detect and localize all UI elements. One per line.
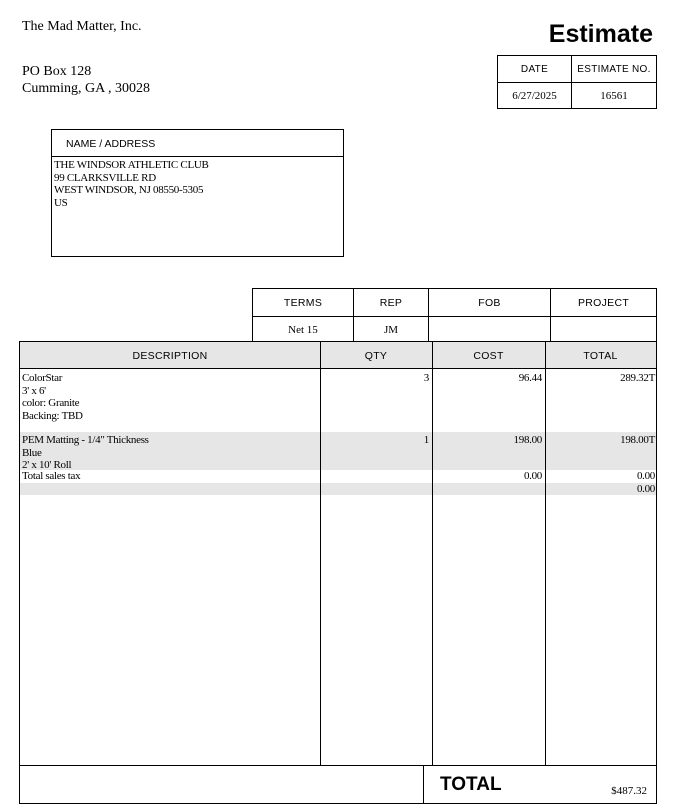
company-address <box>22 63 150 97</box>
cost-header: COST <box>473 350 504 362</box>
item-total: 0.00 <box>636 483 655 495</box>
name-address-header: NAME / ADDRESS <box>52 130 343 157</box>
description-line: Total sales tax <box>22 470 81 482</box>
description-header: DESCRIPTION <box>132 350 208 362</box>
rep-header: REP <box>354 289 429 317</box>
customer-address-line: 99 CLARKSVILLE RD <box>54 171 156 184</box>
fob-header: FOB <box>429 289 551 317</box>
footer-divider <box>423 766 424 803</box>
terms-header: TERMS <box>253 289 354 317</box>
line-items-table <box>19 341 657 766</box>
customer-address-line: WEST WINDSOR, NJ 08550-5305 <box>54 184 204 196</box>
line-items-header <box>20 342 656 369</box>
total-footer <box>19 765 657 804</box>
item-qty: 3 <box>423 372 429 384</box>
item-total: 198.00T <box>620 434 655 446</box>
description-line: PEM Matting - 1/4" Thickness <box>22 434 149 446</box>
project-value <box>551 317 657 343</box>
project-header: PROJECT <box>551 289 657 317</box>
total-amount: $487.32 <box>611 785 647 797</box>
item-cost: 198.00 <box>513 434 542 446</box>
date-label: DATE <box>498 56 572 83</box>
customer-address <box>52 157 343 209</box>
terms-value: Net 15 <box>253 317 354 343</box>
estimate-number-label: ESTIMATE NO. <box>572 56 657 83</box>
item-cost: 96.44 <box>518 372 542 384</box>
description-line: Backing: TBD <box>22 409 83 422</box>
company-name: The Mad Matter, Inc. <box>22 19 142 34</box>
description-line: 3' x 6' <box>22 384 46 397</box>
item-cost: 0.00 <box>523 470 542 482</box>
description-line: ColorStar <box>22 372 63 384</box>
table-row <box>20 483 656 495</box>
table-row <box>20 432 656 470</box>
terms-table <box>252 288 657 343</box>
qty-header: QTY <box>364 350 388 362</box>
table-row <box>20 370 656 432</box>
description-line: 2' x 10' Roll <box>22 459 72 471</box>
column-divider <box>320 342 321 765</box>
description-line: color: Granite <box>22 397 80 409</box>
item-description <box>22 470 80 483</box>
total-header: TOTAL <box>583 350 618 362</box>
document-title: Estimate <box>548 20 653 48</box>
date-value: 6/27/2025 <box>498 83 572 109</box>
column-divider <box>545 342 546 765</box>
company-address-line-2: Cumming, GA , 30028 <box>22 81 150 96</box>
date-estimate-table <box>497 55 657 109</box>
rep-value: JM <box>354 317 429 343</box>
total-label: TOTAL <box>440 774 502 795</box>
column-divider <box>432 342 433 765</box>
description-line: Blue <box>22 446 42 459</box>
item-description <box>22 434 149 472</box>
item-qty: 1 <box>423 434 429 446</box>
customer-address-line: US <box>54 196 68 209</box>
name-address-box <box>51 129 344 257</box>
estimate-number-value: 16561 <box>572 83 657 109</box>
company-address-line-1: PO Box 128 <box>22 64 92 79</box>
item-total: 0.00 <box>636 470 655 482</box>
fob-value <box>429 317 551 343</box>
table-row <box>20 470 656 483</box>
item-total: 289.32T <box>620 372 655 384</box>
item-description <box>22 372 83 422</box>
customer-address-line: THE WINDSOR ATHLETIC CLUB <box>54 159 209 171</box>
